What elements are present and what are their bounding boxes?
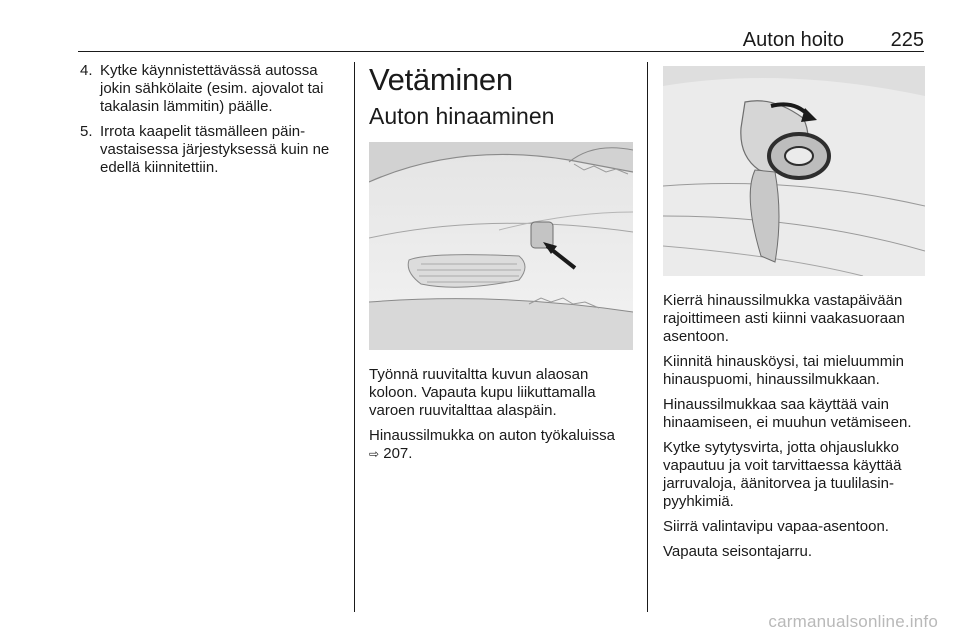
page-reference-arrow-icon: ⇨ — [369, 447, 380, 461]
subsection-heading: Auton hinaaminen — [369, 103, 555, 129]
towing-eye-illustration — [663, 66, 925, 276]
step-number: 5. — [80, 123, 93, 140]
paragraph — [369, 427, 633, 463]
page-number: 225 — [890, 29, 924, 51]
step-text: Irrota kaapelit täsmälleen päin-vastaisessa järjestyksessä kuin ne edellä kiinnitettiin. — [100, 123, 330, 176]
column-divider — [354, 62, 355, 612]
paragraph: Hinaussilmukkaa saa käyttää vain hinaamiseen, ei muuhun vetämiseen. — [663, 396, 912, 431]
paragraph: Työnnä ruuvitaltta kuvun alaosan koloon. Vapauta kupu liikuttamalla varoen ruuvitalttaa alaspäin. — [369, 366, 596, 419]
step-text: Kytke käynnistettävässä autossa jokin sähkölaite (esim. ajovalot tai takalasin lämmitin) päälle. — [100, 62, 324, 115]
column-divider — [647, 62, 648, 612]
bumper-cover-illustration — [369, 142, 633, 350]
column-left — [80, 62, 342, 184]
paragraph: Vapauta seisontajarru. — [663, 543, 812, 560]
watermark: carmanualsonline.info — [768, 612, 938, 631]
list-item — [80, 123, 342, 177]
section-heading: Vetäminen — [369, 62, 513, 97]
paragraph: Kiinnitä hinausköysi, tai mieluummin hinauspuomi, hinaussilmukkaan. — [663, 353, 904, 388]
section-title: Auton hoito — [742, 29, 844, 51]
column-right — [663, 62, 927, 561]
paragraph: Kierrä hinaussilmukka vastapäivään rajoittimeen asti kiinni vaakasuoraan asentoon. — [663, 292, 905, 345]
paragraph: Siirrä valintavipu vapaa-asentoon. — [663, 518, 889, 535]
paragraph-text: Hinaussilmukka on auton työkaluissa — [369, 427, 615, 444]
step-number: 4. — [80, 62, 93, 79]
page-header — [78, 28, 924, 52]
paragraph: Kytke sytytysvirta, jotta ohjauslukko vapautuu ja voit tarvittaessa käyttää jarruvaloja, äänitorvea ja tuulilasin-pyyhkimiä. — [663, 439, 902, 510]
page-reference-link[interactable]: 207. — [383, 445, 413, 462]
list-item — [80, 62, 342, 116]
column-middle — [369, 62, 633, 463]
header-divider — [78, 51, 924, 52]
instruction-list — [80, 62, 342, 177]
